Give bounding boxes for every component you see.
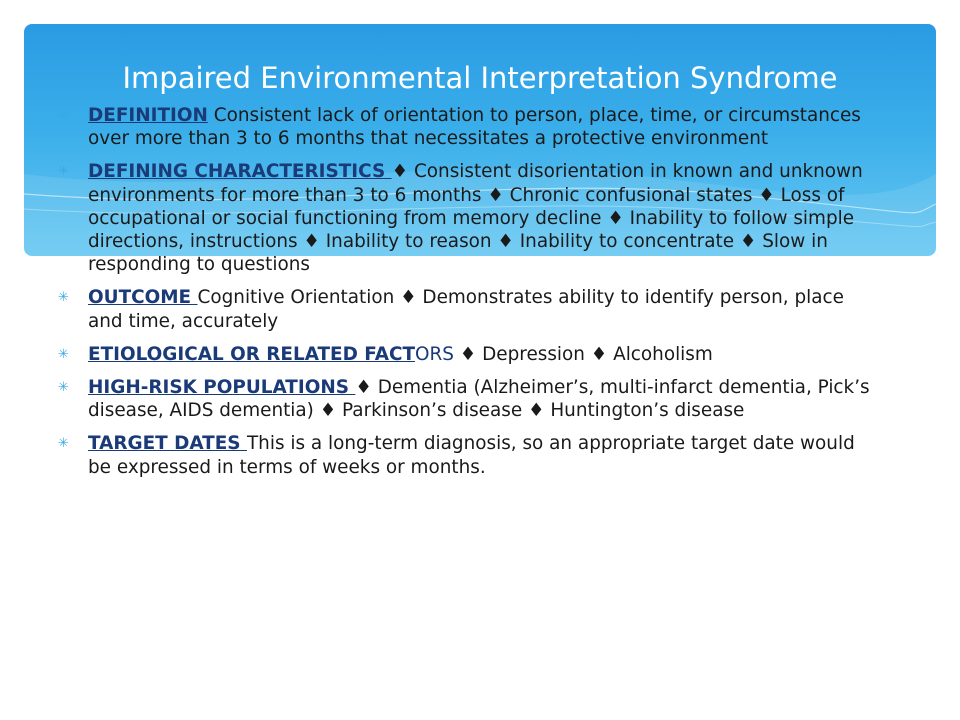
item-heading: DEFINITION <box>88 105 208 126</box>
list-item-target-dates <box>52 432 882 478</box>
list-item-defining-characteristics <box>52 160 882 276</box>
item-heading: HIGH-RISK POPULATIONS <box>88 377 356 399</box>
star-icon: ✳ <box>58 380 69 396</box>
star-icon: ✳ <box>58 108 69 123</box>
item-heading: ETIOLOGICAL OR RELATED FACT <box>88 343 416 365</box>
item-text: ♦ Depression ♦ Alcoholism <box>453 343 713 365</box>
item-heading: TARGET DATES <box>88 433 247 455</box>
star-icon: ✳ <box>58 290 69 306</box>
item-text: Cognitive Orientation ♦ Demonstrates ability to identify person, place and time, accurately <box>88 287 844 332</box>
slide-title: Impaired Environmental Interpretation Syndrome <box>122 61 838 95</box>
list-item-outcome <box>52 286 882 332</box>
item-heading-tail: ORS <box>415 343 454 365</box>
star-icon: ✳ <box>58 436 69 452</box>
item-text: This is a long-term diagnosis, so an appropriate target date would be expressed in terms of weeks or months. <box>88 433 855 478</box>
list-item-etiological-factors <box>52 343 882 366</box>
star-icon: ✳ <box>58 346 69 362</box>
item-text: Consistent lack of orientation to person, place, time, or circumstances over more than 3 to 6 months that necessitates a protective environment <box>88 105 861 150</box>
star-icon: ✳ <box>58 164 69 180</box>
item-text: ♦ Dementia (Alzheimer’s, multi-infarct dementia, Pick’s disease, AIDS dementia) ♦ Parkinson’s disease ♦ Huntington’s disease <box>88 377 870 422</box>
item-text: ♦ Consistent disorientation in known and unknown environments for more than 3 to 6 months ♦ Chronic confusional states ♦ Loss of occupational or social functioning from memory decline ♦ Inability to follow simple directions, instructions ♦ Inability to reason ♦ Inability to concentrate ♦ Slow in responding to questions <box>88 161 863 276</box>
bullet-list <box>52 104 882 489</box>
list-item-definition <box>52 104 882 150</box>
item-heading: OUTCOME <box>88 287 198 309</box>
item-heading: DEFINING CHARACTERISTICS <box>88 161 392 183</box>
list-item-high-risk-populations <box>52 376 882 422</box>
